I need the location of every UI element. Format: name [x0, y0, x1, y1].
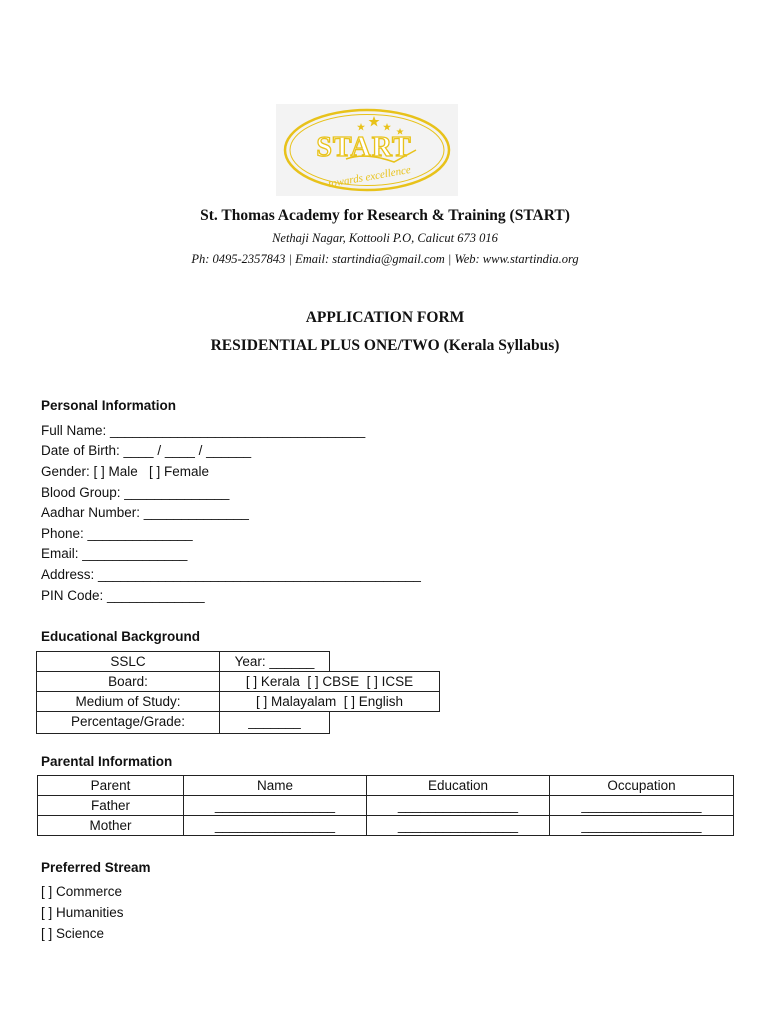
edu-label-percentage: Percentage/Grade: — [36, 711, 220, 734]
father-name-field[interactable]: ________________ — [184, 796, 367, 816]
date-of-birth-field[interactable]: Date of Birth: ____ / ____ / ______ — [41, 443, 252, 458]
organization-name: St. Thomas Academy for Research & Training (START) — [200, 207, 570, 224]
table-row — [38, 816, 734, 836]
blood-group-field[interactable]: Blood Group: ______________ — [41, 485, 230, 500]
column-header-education: Education — [367, 776, 550, 796]
organization-contact: Ph: 0495-2357843 | Email: startindia@gmail.com | Web: www.startindia.org — [191, 252, 579, 266]
medium-options[interactable]: [ ] Malayalam [ ] English — [219, 691, 440, 712]
pin-code-field[interactable]: PIN Code: _____________ — [41, 588, 205, 603]
parent-label-father: Father — [38, 796, 184, 816]
parental-info-heading: Parental Information — [41, 754, 173, 769]
start-logo — [276, 104, 458, 196]
table-header-row — [38, 776, 734, 796]
gender-field[interactable]: Gender: [ ] Male [ ] Female — [41, 464, 210, 479]
stream-option-humanities[interactable]: [ ] Humanities — [41, 905, 124, 920]
column-header-occupation: Occupation — [550, 776, 734, 796]
stream-option-science[interactable]: [ ] Science — [41, 926, 105, 941]
organization-address: Nethaji Nagar, Kottooli P.O, Calicut 673 016 — [272, 231, 498, 245]
form-subtitle: RESIDENTIAL PLUS ONE/TWO (Kerala Syllabus) — [210, 337, 560, 354]
mother-name-field[interactable]: ________________ — [184, 816, 367, 836]
table-row — [38, 796, 734, 816]
form-title: APPLICATION FORM — [305, 309, 465, 326]
sslc-year-field[interactable]: Year: ______ — [219, 651, 330, 672]
mother-occupation-field[interactable]: ________________ — [550, 816, 734, 836]
education-heading: Educational Background — [41, 629, 201, 644]
parent-label-mother: Mother — [38, 816, 184, 836]
address-field[interactable]: Address: ___________________________________________ — [41, 567, 421, 582]
preferred-stream-heading: Preferred Stream — [41, 860, 151, 875]
board-options[interactable]: [ ] Kerala [ ] CBSE [ ] ICSE — [219, 671, 440, 692]
phone-field[interactable]: Phone: ______________ — [41, 526, 193, 541]
column-header-parent: Parent — [38, 776, 184, 796]
stream-option-commerce[interactable]: [ ] Commerce — [41, 884, 123, 899]
logo-wordmark: START — [316, 132, 412, 163]
mother-education-field[interactable]: ________________ — [367, 816, 550, 836]
full-name-field[interactable]: Full Name: __________________________________ — [41, 423, 366, 438]
father-occupation-field[interactable]: ________________ — [550, 796, 734, 816]
edu-label-board: Board: — [36, 671, 220, 692]
personal-info-heading: Personal Information — [41, 398, 177, 413]
email-field[interactable]: Email: ______________ — [41, 546, 188, 561]
parental-table — [37, 775, 734, 836]
aadhar-number-field[interactable]: Aadhar Number: ______________ — [41, 505, 249, 520]
father-education-field[interactable]: ________________ — [367, 796, 550, 816]
edu-label-medium: Medium of Study: — [36, 691, 220, 712]
column-header-name: Name — [184, 776, 367, 796]
logo-tagline: towards excellence — [327, 163, 412, 191]
percentage-field[interactable]: _______ — [219, 711, 330, 734]
edu-label-sslc: SSLC — [36, 651, 220, 672]
